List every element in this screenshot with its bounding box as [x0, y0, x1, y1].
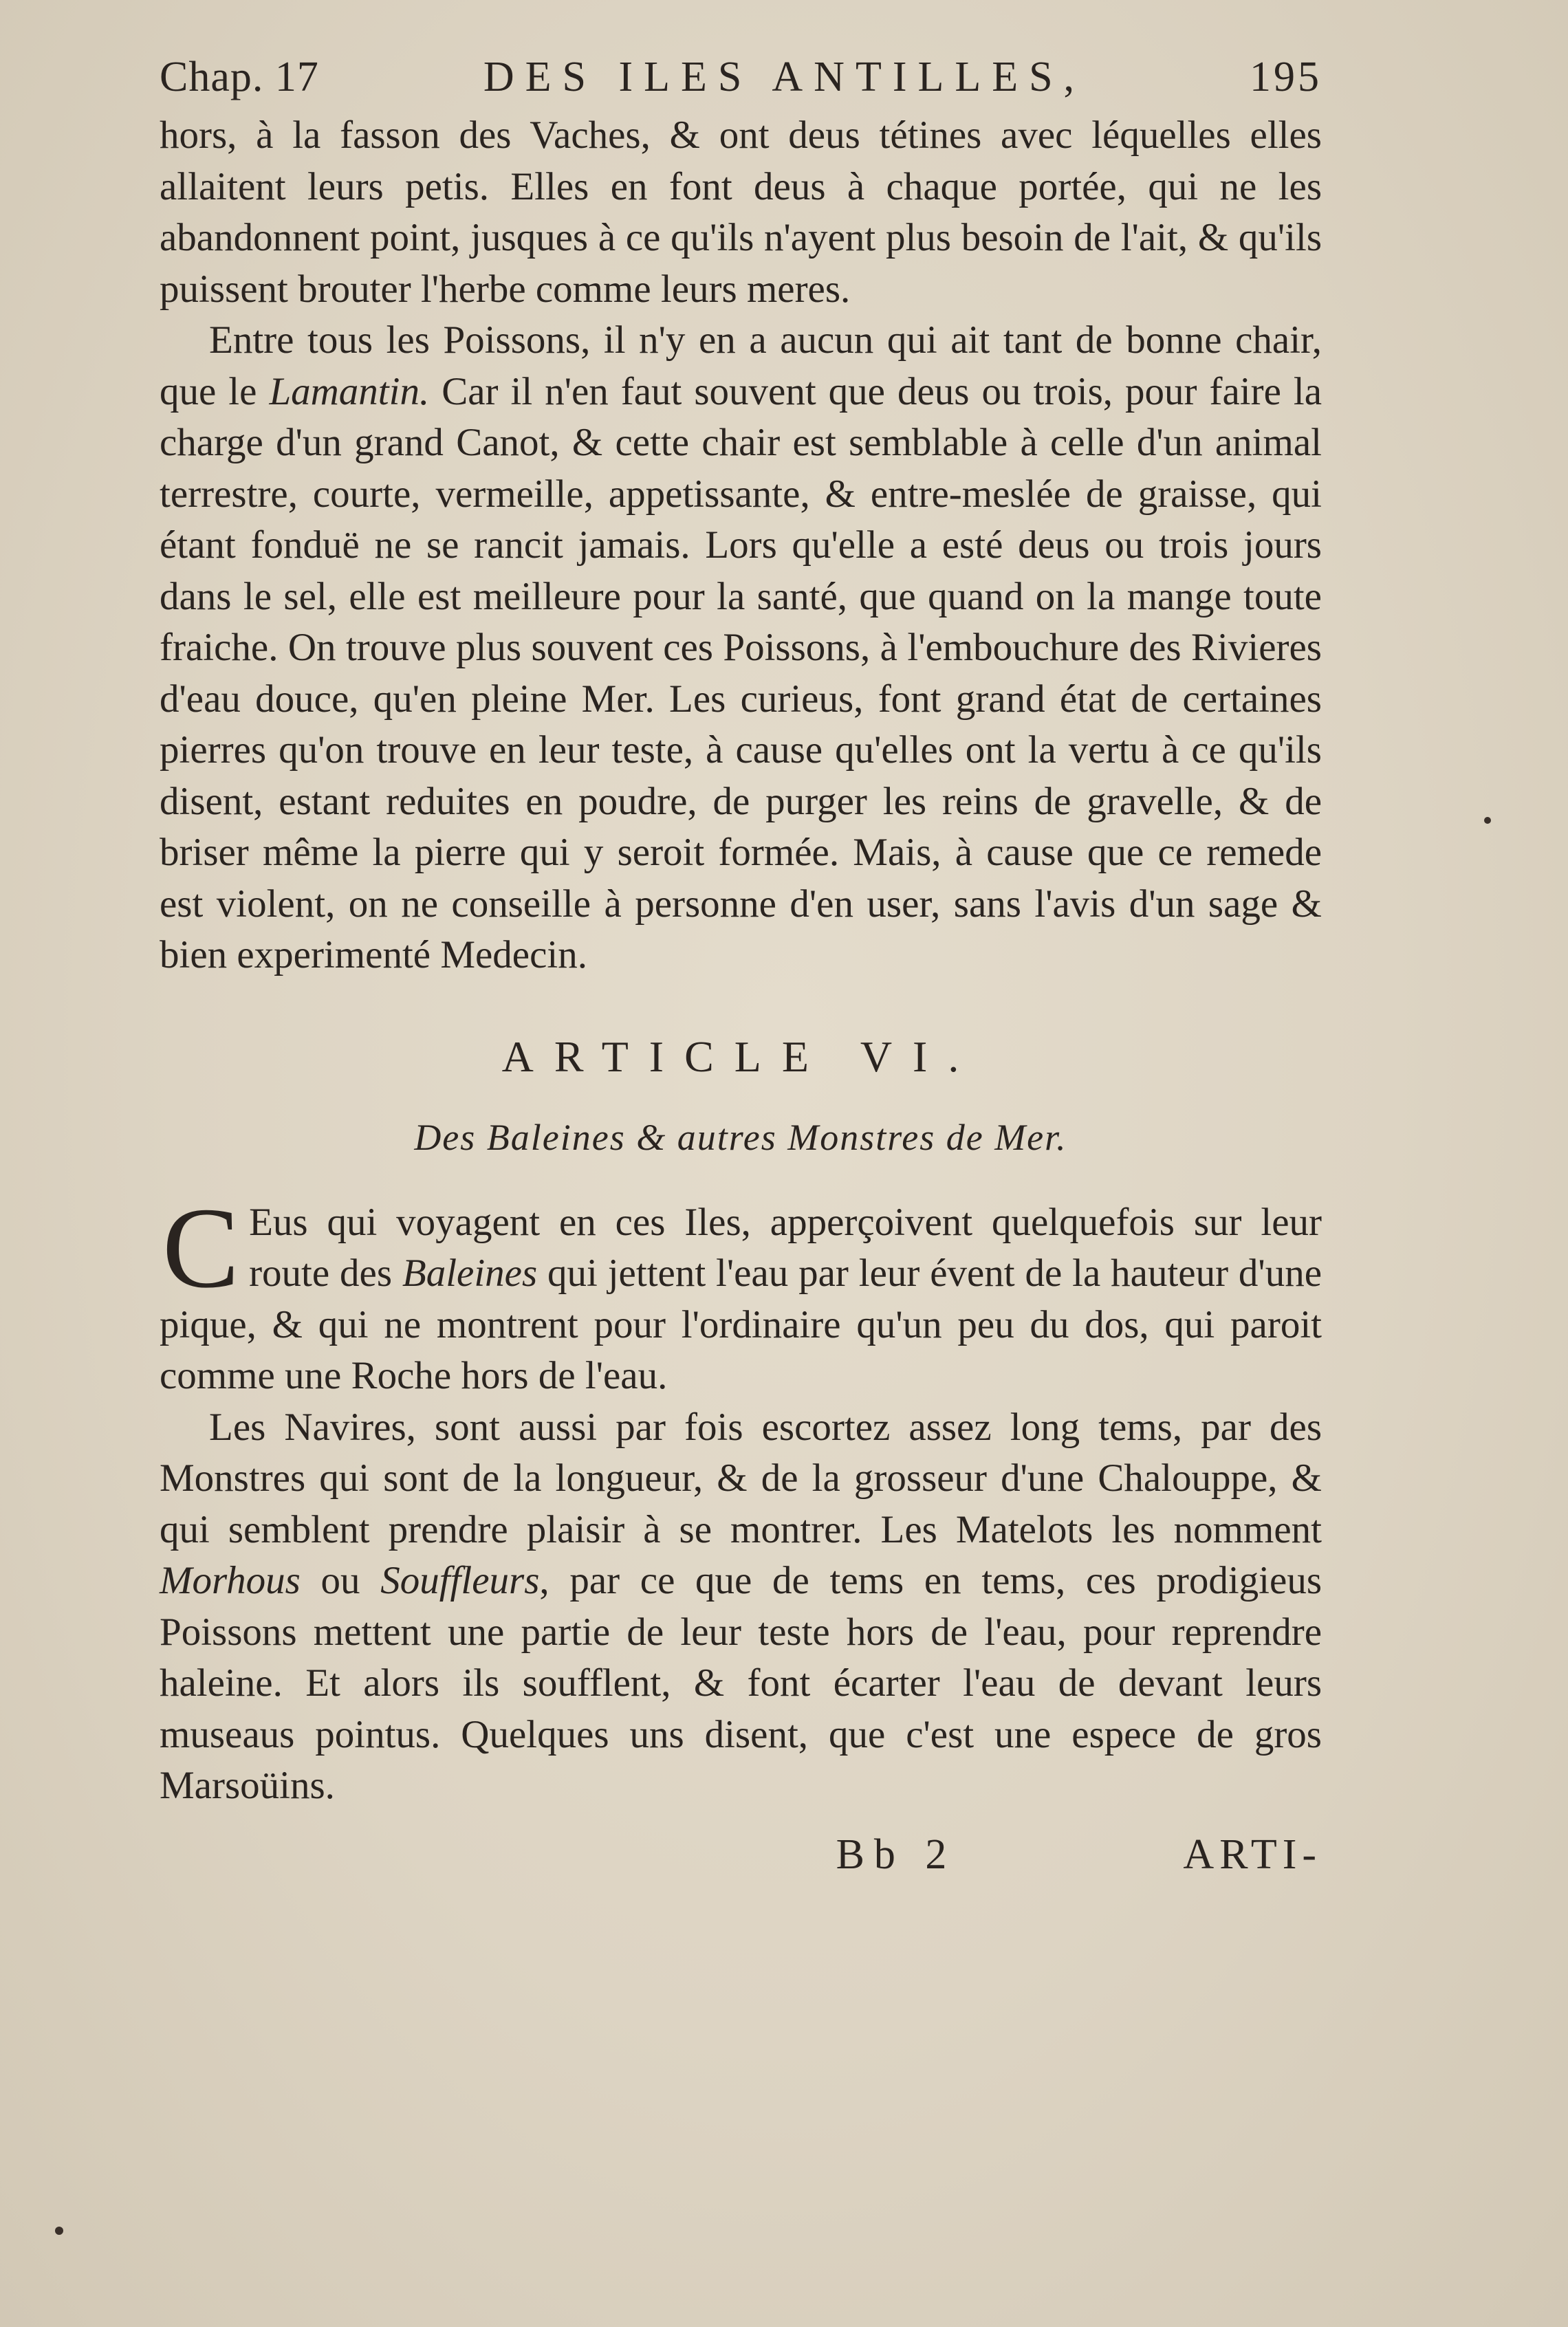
paragraph-3-text-b: qui jettent l'eau par leur évent de la hauteur d'une pique, & qui ne montrent pour l'ordinaire qu'un peu du dos, qui paroit comme une Roche hors de l'eau. — [160, 1252, 1322, 1397]
paragraph-1: hors, à la fasson des Vaches, & ont deus tétines avec léquelles elles allaitent leurs petis. Elles en font deus à chaque portée, qui ne les abandonnent point, jusques à ce qu'ils n'ayent plus besoin de l'ait, & qu'ils puissent brouter l'herbe comme leurs meres. — [160, 113, 1322, 311]
running-title: DES ILES ANTILLES, — [483, 54, 1086, 100]
paragraph-4-text-a: Les Navires, sont aussi par fois escortez assez long tems, par des Monstres qui sont de la longueur, & de la grosseur d'une Chalouppe, & qui semblent prendre plaisir à se montrer. Les Matelots les nomment — [160, 1405, 1322, 1551]
paragraph-2-text-a: Entre tous les Poissons, il n'y en a aucun qui ait tant de bonne chair, que le — [160, 318, 1322, 413]
paragraph-4-text-c: , par ce que de tems en tems, ces prodigieus Poissons mettent une partie de leur teste hors de l'eau, pour reprendre haleine. Et alors ils soufflent, & font écarter l'eau de devant leurs museaus pointus. Quelques uns disent, que c'est une espece de gros Marsoüins. — [160, 1559, 1322, 1807]
paragraph-4-text-b: ou — [320, 1559, 360, 1602]
drop-cap: C — [162, 1183, 240, 1312]
term-lamantin: Lamantin. — [269, 369, 430, 413]
chapter-label: Chap. 17 — [160, 54, 319, 100]
page-footer — [160, 1827, 1322, 1882]
paragraph-3-text-a: Eus qui voyagent en ces Iles, apperçoivent quelquefois sur leur route des — [249, 1200, 1322, 1295]
term-baleines: Baleines — [402, 1252, 538, 1295]
signature-mark: Bb 2 — [836, 1831, 957, 1878]
paragraph-2 — [160, 315, 1322, 981]
term-morhous: Morhous — [160, 1559, 301, 1602]
ink-spot — [55, 2227, 63, 2235]
paragraph-2-text-b: Car il n'en faut souvent que deus ou trois, pour faire la charge d'un grand Canot, & cette chair est semblable à celle d'un animal terrestre, courte, vermeille, appetissante, & entre-meslée de graisse, qui étant fonduë ne se rancit jamais. Lors qu'elle a esté deus ou trois jours dans le sel, elle est meilleure pour la santé, que quand on la mange toute fraiche. On trouve plus souvent ces Poissons, à l'embouchure des Rivieres d'eau douce, qu'en pleine Mer. Les curieus, font grand état de certaines pierres qu'on trouve en leur teste, à cause qu'elles ont la vertu à ce qu'ils disent, estant reduites en poudre, de purger les reins de gravelle, & de briser même la pierre qui y seroit formée. Mais, à cause que ce remede est violent, on ne conseille à personne d'en user, sans l'avis d'un sage & bien experimenté Medecin. — [160, 369, 1322, 976]
running-head — [160, 50, 1322, 110]
article-subtitle: Des Baleines & autres Monstres de Mer. — [414, 1116, 1067, 1158]
text-block — [160, 50, 1322, 1882]
catchword: ARTI- — [1183, 1831, 1322, 1878]
paragraph-3 — [160, 1183, 1322, 1402]
paragraph-4 — [160, 1402, 1322, 1812]
term-souffleurs: Souffleurs — [380, 1559, 540, 1602]
ink-spot — [1484, 817, 1491, 824]
article-heading: ARTICLE VI. — [501, 1031, 980, 1081]
page-number: 195 — [1250, 54, 1322, 100]
